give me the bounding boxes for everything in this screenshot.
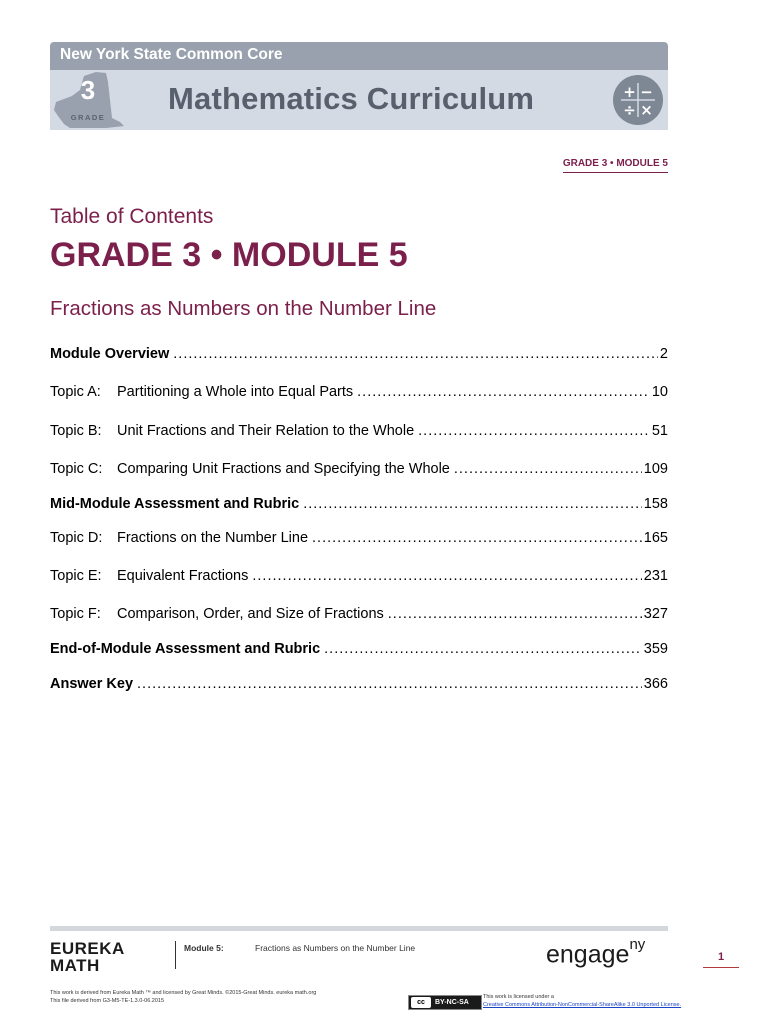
toc-entry-title: Module Overview bbox=[50, 346, 170, 362]
toc-page-number: 165 bbox=[643, 530, 668, 546]
license-text bbox=[483, 993, 681, 1009]
eureka-logo-line2: MATH bbox=[50, 956, 100, 975]
toc-entry-title: Unit Fractions and Their Relation to the Whole bbox=[117, 423, 415, 439]
module-title: GRADE 3 • MODULE 5 bbox=[50, 236, 408, 274]
license-line1: This work is licensed under a bbox=[483, 994, 554, 1000]
toc-entry-topic-d[interactable] bbox=[50, 530, 668, 546]
toc-leader-dots bbox=[312, 530, 642, 546]
toc-page-number: 158 bbox=[643, 496, 668, 512]
footer-rule bbox=[50, 926, 668, 931]
toc-entry-topic-f[interactable] bbox=[50, 606, 668, 622]
toc-leader-dots bbox=[137, 676, 642, 692]
toc-entry-title: Answer Key bbox=[50, 676, 134, 692]
toc-entry-end-of-module-assessment[interactable] bbox=[50, 641, 668, 657]
divide-icon: ÷ bbox=[623, 101, 636, 119]
toc-page-number: 109 bbox=[643, 461, 668, 477]
footer-module-name: Fractions as Numbers on the Number Line bbox=[255, 943, 416, 953]
toc-entry-topic-a[interactable] bbox=[50, 384, 668, 400]
fine-print bbox=[50, 990, 316, 1005]
toc-page-number: 51 bbox=[651, 423, 668, 439]
toc-label: Table of Contents bbox=[50, 205, 214, 228]
toc-entry-title: Comparison, Order, and Size of Fractions bbox=[117, 606, 384, 622]
toc-entry-topic-e[interactable] bbox=[50, 568, 668, 584]
toc-page-number: 366 bbox=[643, 676, 668, 692]
toc-entry-title: Partitioning a Whole into Equal Parts bbox=[117, 384, 354, 400]
footer-divider bbox=[175, 941, 176, 969]
cc-icon: cc bbox=[411, 997, 431, 1008]
eureka-logo-line1: EUREKA bbox=[50, 939, 125, 958]
toc-entry-title: Mid-Module Assessment and Rubric bbox=[50, 496, 300, 512]
license-link[interactable]: Creative Commons Attribution-NonCommercial-ShareAlike 3.0 Unported License. bbox=[483, 1002, 682, 1008]
toc-topic-label: Topic C: bbox=[50, 461, 103, 477]
grade-word: GRADE bbox=[70, 113, 106, 122]
toc-topic-label: Topic A: bbox=[50, 384, 101, 400]
footer-module-label: Module 5: bbox=[184, 943, 224, 953]
toc-entry-topic-c[interactable] bbox=[50, 461, 668, 477]
grade-number: 3 bbox=[80, 75, 96, 105]
toc-entry-answer-key[interactable] bbox=[50, 676, 668, 692]
engage-logo-text: engage bbox=[546, 940, 630, 969]
page-header-tag: GRADE 3 • MODULE 5 bbox=[563, 158, 668, 173]
fine-print-line1: This work is derived from Eureka Math ™ and licensed by Great Minds. ©2015-Great Minds. eureka math.org bbox=[50, 990, 317, 996]
toc-page-number: 359 bbox=[643, 641, 668, 657]
toc-leader-dots bbox=[388, 606, 642, 622]
cc-license-badge[interactable] bbox=[408, 995, 482, 1010]
toc-topic-label: Topic D: bbox=[50, 530, 103, 546]
toc-entry-title: Fractions on the Number Line bbox=[117, 530, 309, 546]
toc-leader-dots bbox=[324, 641, 642, 657]
toc-leader-dots bbox=[418, 423, 650, 439]
page-number: 1 bbox=[703, 951, 739, 968]
minus-icon: − bbox=[640, 83, 653, 101]
fine-print-line2: This file derived from G3-M5-TE-1.3.0-06.2015 bbox=[50, 997, 165, 1004]
toc-entry-title: End-of-Module Assessment and Rubric bbox=[50, 641, 321, 657]
toc-entry-title: Equivalent Fractions bbox=[117, 568, 249, 584]
toc-topic-label: Topic E: bbox=[50, 568, 102, 584]
plus-icon: + bbox=[623, 83, 636, 101]
toc-entry-module-overview[interactable] bbox=[50, 346, 668, 362]
toc-page-number: 2 bbox=[659, 346, 668, 362]
toc-topic-label: Topic B: bbox=[50, 423, 102, 439]
engage-ny-logo bbox=[546, 936, 646, 969]
toc-leader-dots bbox=[173, 346, 658, 362]
toc-page-number: 10 bbox=[651, 384, 668, 400]
toc-page-number: 327 bbox=[643, 606, 668, 622]
toc-leader-dots bbox=[303, 496, 642, 512]
cc-badge-text: BY-NC-SA bbox=[435, 999, 469, 1006]
curriculum-title: Mathematics Curriculum bbox=[168, 81, 535, 116]
toc-leader-dots bbox=[252, 568, 641, 584]
eureka-math-logo bbox=[50, 940, 125, 974]
toc-entry-mid-module-assessment[interactable] bbox=[50, 496, 668, 512]
toc-entry-topic-b[interactable] bbox=[50, 423, 668, 439]
toc-list bbox=[50, 0, 668, 1024]
toc-entry-title: Comparing Unit Fractions and Specifying the Whole bbox=[117, 461, 450, 477]
engage-logo-sup: ny bbox=[629, 936, 646, 953]
toc-topic-label: Topic F: bbox=[50, 606, 101, 622]
multiply-icon: × bbox=[640, 101, 653, 119]
toc-page-number: 231 bbox=[643, 568, 668, 584]
toc-leader-dots bbox=[454, 461, 642, 477]
module-subtitle: Fractions as Numbers on the Number Line bbox=[50, 297, 437, 320]
banner-state-label: New York State Common Core bbox=[60, 46, 283, 63]
toc-leader-dots bbox=[357, 384, 650, 400]
